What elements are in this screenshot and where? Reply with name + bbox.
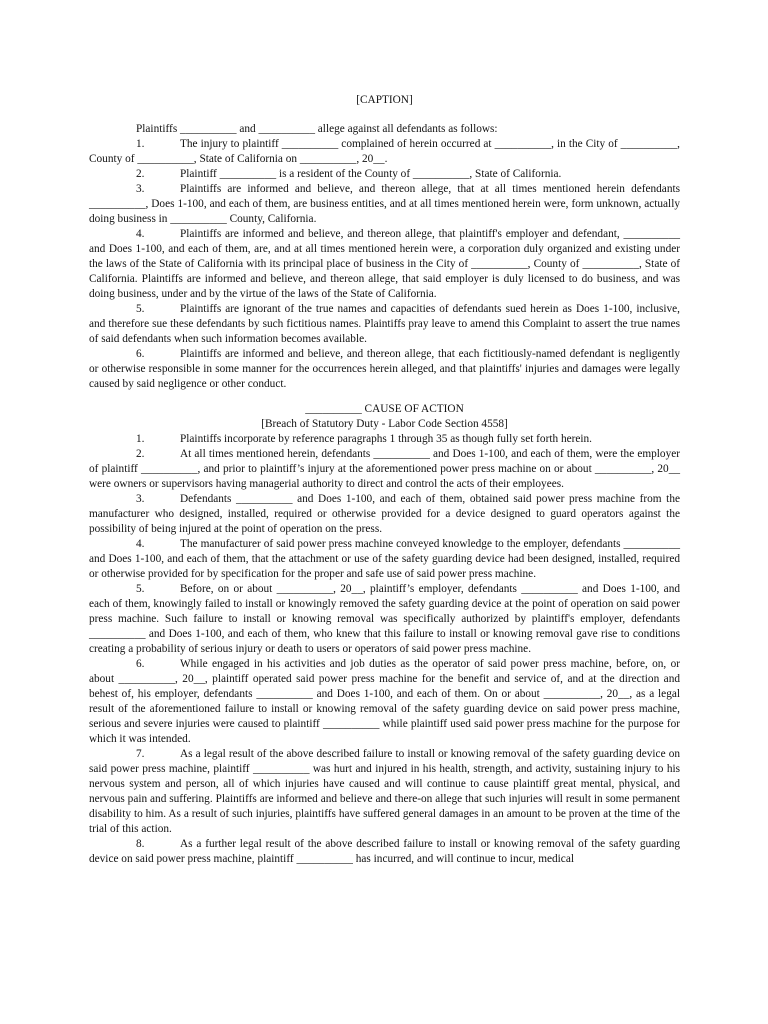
cause-of-action-allegations [89, 432, 680, 867]
paragraph-text: Before, on or about __________, 20__, plaintiff’s employer, defendants __________ and Does 1-100, and each of them, knowingly failed to install or knowingly removed the safety guarding device at the point of operation on said power press machine. Such failure to install or knowing removal was specifically authorized by plaintiff's employer, defendants __________ and Does 1-100, and each of them, who knew that this failure to install or knowing removal gave rise to conditions creating a probability of serious injury or death to users or operators of said power press machine. [89, 583, 680, 655]
numbered-paragraph [89, 227, 680, 302]
paragraph-text: The injury to plaintiff __________ complained of herein occurred at __________, in the City of __________, County of __________, State of California on __________, 20__. [89, 138, 680, 165]
numbered-paragraph [89, 167, 680, 182]
paragraph-number: 8. [136, 838, 145, 850]
paragraph-number: 5. [136, 303, 145, 315]
cause-of-action-subtitle: [Breach of Statutory Duty - Labor Code Section 4558] [261, 418, 508, 430]
numbered-paragraph [89, 302, 680, 347]
paragraph-number: 4. [136, 228, 145, 240]
numbered-paragraph [89, 492, 680, 537]
numbered-paragraph [89, 137, 680, 167]
paragraph-text: Plaintiffs are ignorant of the true names and capacities of defendants sued herein as Does 1-100, inclusive, and therefore sue these defendants by such fictitious names. Plaintiffs pray leave to amend this Complaint to assert the true names of said defendants when such information becomes available. [89, 303, 680, 345]
paragraph-text: As a further legal result of the above described failure to install or knowing removal of the safety guarding device on said power press machine, plaintiff __________ has incurred, and will continue to incur, medical [89, 838, 680, 865]
paragraph-text: Defendants __________ and Does 1-100, and each of them, obtained said power press machine from the manufacturer who designed, installed, required or otherwise provided for a device designed to guard operators against the possibility of being injured at the point of operation on the press. [89, 493, 680, 535]
numbered-paragraph [89, 432, 680, 447]
paragraph-text: Plaintiffs are informed and believe, and thereon allege, that plaintiff's employer and defendant, __________ and Does 1-100, and each of them, are, and at all times mentioned herein were, a corporation duly organized and existing under the laws of the State of California with its principal place of business in the City of __________, County of __________, State of California. Plaintiffs are informed and believe, and thereon allege, that said employer is duly licensed to do business, and was doing business, under and by the virtue of the laws of the State of California. [89, 228, 680, 300]
paragraph-number: 5. [136, 583, 145, 595]
paragraph-text: As a legal result of the above described failure to install or knowing removal of the safety guarding device on said power press machine, plaintiff __________ was hurt and injured in his health, strength, and activity, sustaining injury to his nervous system and person, all of which injuries have caused and will continue to cause plaintiff great mental, physical, and nervous pain and suffering. Plaintiffs are informed and believe and there-on allege that such injuries will result in some permanent disability to him. As a result of such injuries, plaintiffs have suffered general damages in an amount to be proven at the time of the trial of this action. [89, 748, 680, 835]
general-allegations [89, 137, 680, 392]
paragraph-number: 1. [136, 138, 145, 150]
paragraph-text: While engaged in his activities and job duties as the operator of said power press machine, before, on, or about __________, 20__, plaintiff operated said power press machine for the benefit and service of, and at the direction and behest of, his employer, defendants __________ and Does 1-100, and each of them. On or about __________, 20__, as a legal result of the aforementioned failure to install or knowing removal of the safety guarding device on said power press machine, serious and severe injuries were caused to plaintiff __________ while plaintiff used said power press machine for the purpose for which it was intended. [89, 658, 680, 745]
paragraph-number: 3. [136, 183, 145, 195]
paragraph-number: 6. [136, 658, 145, 670]
paragraph-text: Plaintiffs incorporate by reference paragraphs 1 through 35 as though fully set forth herein. [180, 433, 592, 445]
paragraph-text: Plaintiffs are informed and believe, and thereon allege, that at all times mentioned herein defendants __________, Does 1-100, and each of them, are business entities, and at all times mentioned herein were, form unknown, actually doing business in __________ County, California. [89, 183, 680, 225]
document-caption: [CAPTION] [356, 94, 413, 106]
numbered-paragraph [89, 537, 680, 582]
paragraph-text: Plaintiffs are informed and believe, and thereon allege, that each fictitiously-named defendant is negligently or otherwise responsible in some manner for the occurrences herein alleged, and that plaintiffs' injuries and damages were legally caused by said negligence or other conduct. [89, 348, 680, 390]
paragraph-text: Plaintiff __________ is a resident of the County of __________, State of California. [180, 168, 562, 180]
paragraph-number: 1. [136, 433, 145, 445]
paragraph-text: The manufacturer of said power press machine conveyed knowledge to the employer, defendants __________ and Does 1-100, and each of them, that the attachment or use of the safety guarding device had been designed, installed, required or otherwise provided for by specification for the proper and safe use of said power press machine. [89, 538, 680, 580]
numbered-paragraph [89, 747, 680, 837]
intro-paragraph: Plaintiffs __________ and __________ allege against all defendants as follows: [136, 123, 498, 135]
paragraph-number: 2. [136, 168, 145, 180]
numbered-paragraph [89, 657, 680, 747]
paragraph-text: At all times mentioned herein, defendants __________ and Does 1-100, and each of them, were the employer of plaintiff __________, and prior to plaintiff’s injury at the aforementioned power press machine on or about __________, 20__ were owners or supervisors having managerial authority to direct and control the acts of their employees. [89, 448, 680, 490]
numbered-paragraph [89, 447, 680, 492]
paragraph-number: 6. [136, 348, 145, 360]
paragraph-number: 4. [136, 538, 145, 550]
cause-of-action-title: __________ CAUSE OF ACTION [305, 403, 464, 415]
numbered-paragraph [89, 582, 680, 657]
numbered-paragraph [89, 347, 680, 392]
paragraph-number: 3. [136, 493, 145, 505]
numbered-paragraph [89, 837, 680, 867]
numbered-paragraph [89, 182, 680, 227]
paragraph-number: 2. [136, 448, 145, 460]
paragraph-number: 7. [136, 748, 145, 760]
